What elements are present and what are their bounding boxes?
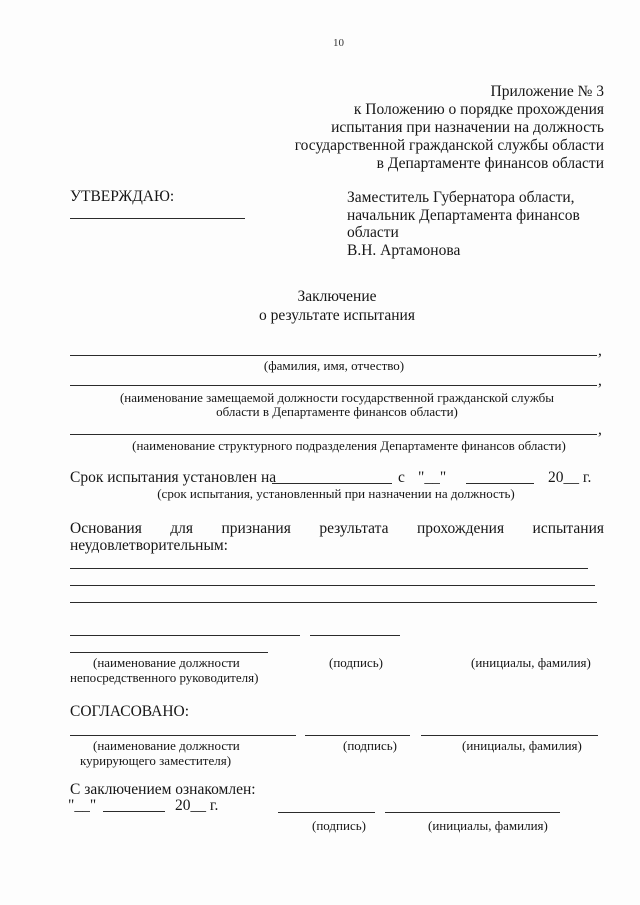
appendix-header <box>295 83 604 173</box>
fill-line-supervisor-position <box>70 652 268 653</box>
approver-line: области <box>347 224 399 241</box>
grounds-text: Основания для признания результата прохождения испытания <box>70 520 604 537</box>
fill-line-agreed-name <box>421 735 598 736</box>
fill-line-month <box>466 483 534 484</box>
acknowledged-signature-caption: (подпись) <box>312 818 366 833</box>
document-subtitle: о результате испытания <box>259 307 415 324</box>
term-caption: (срок испытания, установленный при назначении на должность) <box>157 486 515 501</box>
grounds-text-continued: неудовлетворительным: <box>70 537 228 554</box>
agreed-position-caption: (наименование должности <box>93 738 240 753</box>
position-caption: (наименование замещаемой должности государственной гражданской службы <box>119 390 555 405</box>
term-from: с <box>398 469 405 486</box>
acknowledged-label: С заключением ознакомлен: <box>70 781 256 798</box>
appendix-line: в Департаменте финансов области <box>376 155 604 172</box>
fill-line-agreed-signature <box>305 735 410 736</box>
line-comma: , <box>598 421 602 438</box>
approver-line: В.Н. Артамонова <box>347 241 461 259</box>
fill-line-grounds <box>70 585 595 586</box>
agreed-label: СОГЛАСОВАНО: <box>70 703 190 720</box>
fill-line-position <box>70 385 597 386</box>
supervisor-signature-caption: (подпись) <box>329 655 383 670</box>
fill-line-grounds <box>70 602 597 603</box>
fill-line-acknowledged-signature <box>278 812 375 813</box>
fill-line-acknowledged-name <box>385 812 560 813</box>
acknowledged-day: "__" <box>68 797 97 814</box>
agreed-position-caption: курирующего заместителя) <box>80 753 232 768</box>
term-label: Срок испытания установлен на <box>70 469 277 486</box>
fill-line-unit <box>70 434 597 435</box>
fill-line-term <box>272 483 392 484</box>
fill-line-acknowledged-month <box>103 811 165 812</box>
supervisor-position-caption: непосредственного руководителя) <box>70 670 259 685</box>
document-title: Заключение <box>297 288 377 305</box>
supervisor-position-caption: (наименование должности <box>93 655 240 670</box>
fill-line-full-name <box>70 355 597 356</box>
line-comma: , <box>598 342 602 359</box>
fill-line-agreed-position <box>70 735 296 736</box>
approve-label: УТВЕРЖДАЮ: <box>70 188 175 205</box>
line-comma: , <box>598 372 602 389</box>
term-year: 20__ г. <box>548 469 592 486</box>
agreed-signature-caption: (подпись) <box>343 738 397 753</box>
position-caption: области в Департаменте финансов области) <box>216 404 458 419</box>
acknowledged-name-caption: (инициалы, фамилия) <box>428 818 548 833</box>
appendix-line: испытания при назначении на должность <box>331 119 604 136</box>
agreed-name-caption: (инициалы, фамилия) <box>462 738 582 753</box>
acknowledged-year: 20__ г. <box>175 797 219 814</box>
fill-line-supervisor-position <box>70 635 300 636</box>
appendix-line: Приложение № 3 <box>490 83 604 100</box>
unit-caption: (наименование структурного подразделения Департаменте финансов области) <box>132 438 566 453</box>
approve-signature-line <box>70 218 245 219</box>
approver-block <box>347 189 580 259</box>
approver-line: Заместитель Губернатора области, <box>347 189 575 206</box>
supervisor-name-caption: (инициалы, фамилия) <box>471 655 591 670</box>
fill-line-supervisor-signature <box>310 635 400 636</box>
fill-line-grounds <box>70 568 588 569</box>
term-day: "__" <box>418 469 447 486</box>
page-number: 10 <box>333 37 344 49</box>
appendix-line: государственной гражданской службы области <box>294 137 604 154</box>
full-name-caption: (фамилия, имя, отчество) <box>263 358 405 373</box>
approver-line: начальник Департамента финансов <box>347 206 580 224</box>
appendix-line: к Положению о порядке прохождения <box>353 101 604 118</box>
